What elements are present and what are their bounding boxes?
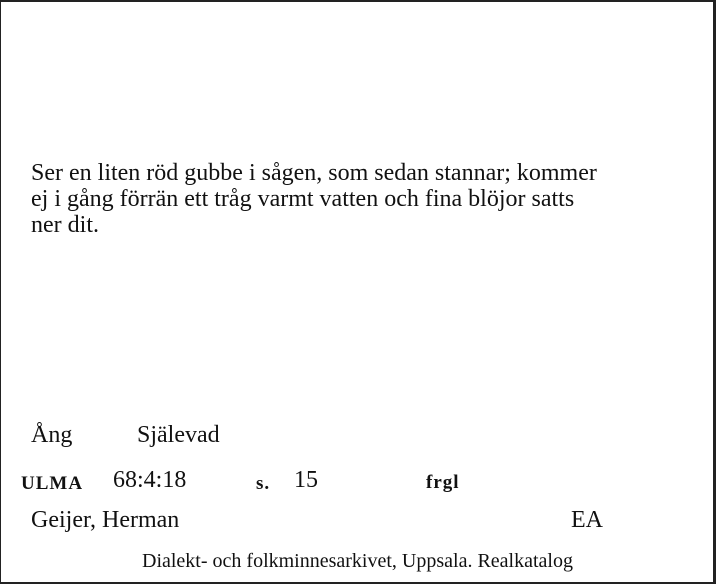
parish-prefix: Ång xyxy=(31,422,73,448)
archive-footer: Dialekt- och folkminnesarkivet, Uppsala. Realkatalog xyxy=(142,550,573,572)
archive-code: ULMA xyxy=(21,473,84,494)
archive-number: 68:4:18 xyxy=(113,467,187,493)
recorder-name: Geijer, Herman xyxy=(31,507,180,533)
card-body-text xyxy=(31,160,681,238)
body-line: Ser en liten röd gubbe i sågen, som sedan stannar; kommer xyxy=(31,160,597,186)
page-label: s. xyxy=(256,473,271,494)
recorder-initials: EA xyxy=(571,507,603,533)
body-line: ej i gång förrän ett tråg varmt vatten och fina blöjor satts xyxy=(31,186,575,212)
parish-name: Själevad xyxy=(137,422,220,448)
page-number: 15 xyxy=(294,467,318,493)
category-code: frgl xyxy=(426,472,460,493)
body-line: ner dit. xyxy=(31,212,99,238)
